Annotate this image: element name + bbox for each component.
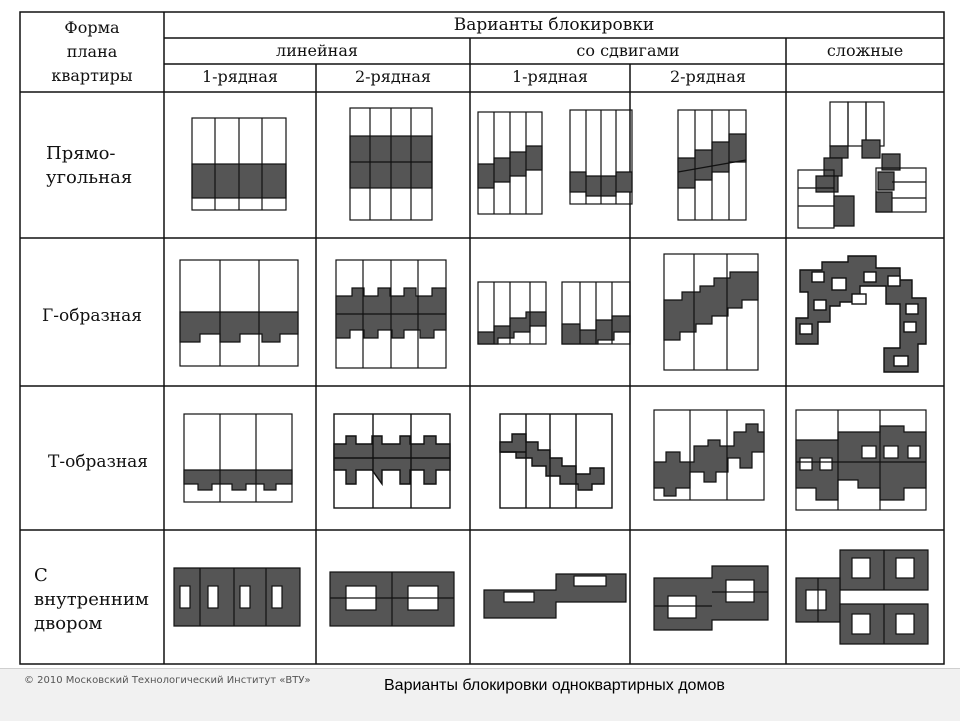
subgroup-header-linear-2row: 2-рядная: [354, 67, 432, 86]
diagram-l-linear-1row: [180, 260, 298, 366]
row-label-courtyard: С внутренним двором: [34, 565, 149, 634]
slide-footer: [0, 668, 960, 721]
diagram-rect-linear-1row: [192, 118, 286, 210]
group-header-linear: линейная: [276, 41, 358, 60]
diagram-l-linear-2row: [336, 260, 446, 368]
diagram-court-complex: [796, 550, 928, 644]
diagram-rect-linear-2row: [350, 108, 432, 220]
diagram-t-linear-2row: [334, 414, 450, 508]
group-header-complex: сложные: [826, 41, 904, 60]
diagram-court-shift-1row: [484, 574, 626, 618]
diagram-court-linear-2row: [330, 572, 454, 626]
subgroup-header-linear-1row: 1-рядная: [201, 67, 279, 86]
row-label-rectangular: Прямо- угольная: [46, 143, 133, 188]
group-header-shifted: со сдвигами: [576, 41, 680, 60]
diagram-rect-shift-1row: [478, 110, 632, 214]
row-label-t-shaped: Т-образная: [48, 452, 149, 472]
diagram-l-complex: [796, 256, 926, 372]
diagram-court-linear-1row: [174, 568, 300, 626]
copyright-text: © 2010 Московский Технологический Институт «ВТУ»: [24, 675, 311, 686]
diagram-rect-shift-2row: [678, 110, 746, 220]
diagram-l-shift-1row: [478, 282, 630, 344]
form-header: Форма плана квартиры: [51, 18, 133, 85]
slide-caption: Варианты блокировки одноквартирных домов: [384, 677, 725, 694]
diagram-t-shift-2row: [654, 410, 764, 500]
row-label-l-shaped: Г-образная: [42, 306, 142, 326]
subgroup-header-shift-2row: 2-рядная: [669, 67, 747, 86]
diagram-rect-complex: [798, 102, 926, 228]
diagram-t-complex: [796, 410, 926, 510]
diagram-t-linear-1row: [184, 414, 292, 502]
diagram-t-shift-1row: [500, 414, 612, 508]
variants-header: Варианты блокировки: [453, 15, 655, 35]
subgroup-header-shift-1row: 1-рядная: [511, 67, 589, 86]
diagram-l-shift-2row: [664, 254, 758, 370]
diagram-court-shift-2row: [654, 566, 768, 630]
